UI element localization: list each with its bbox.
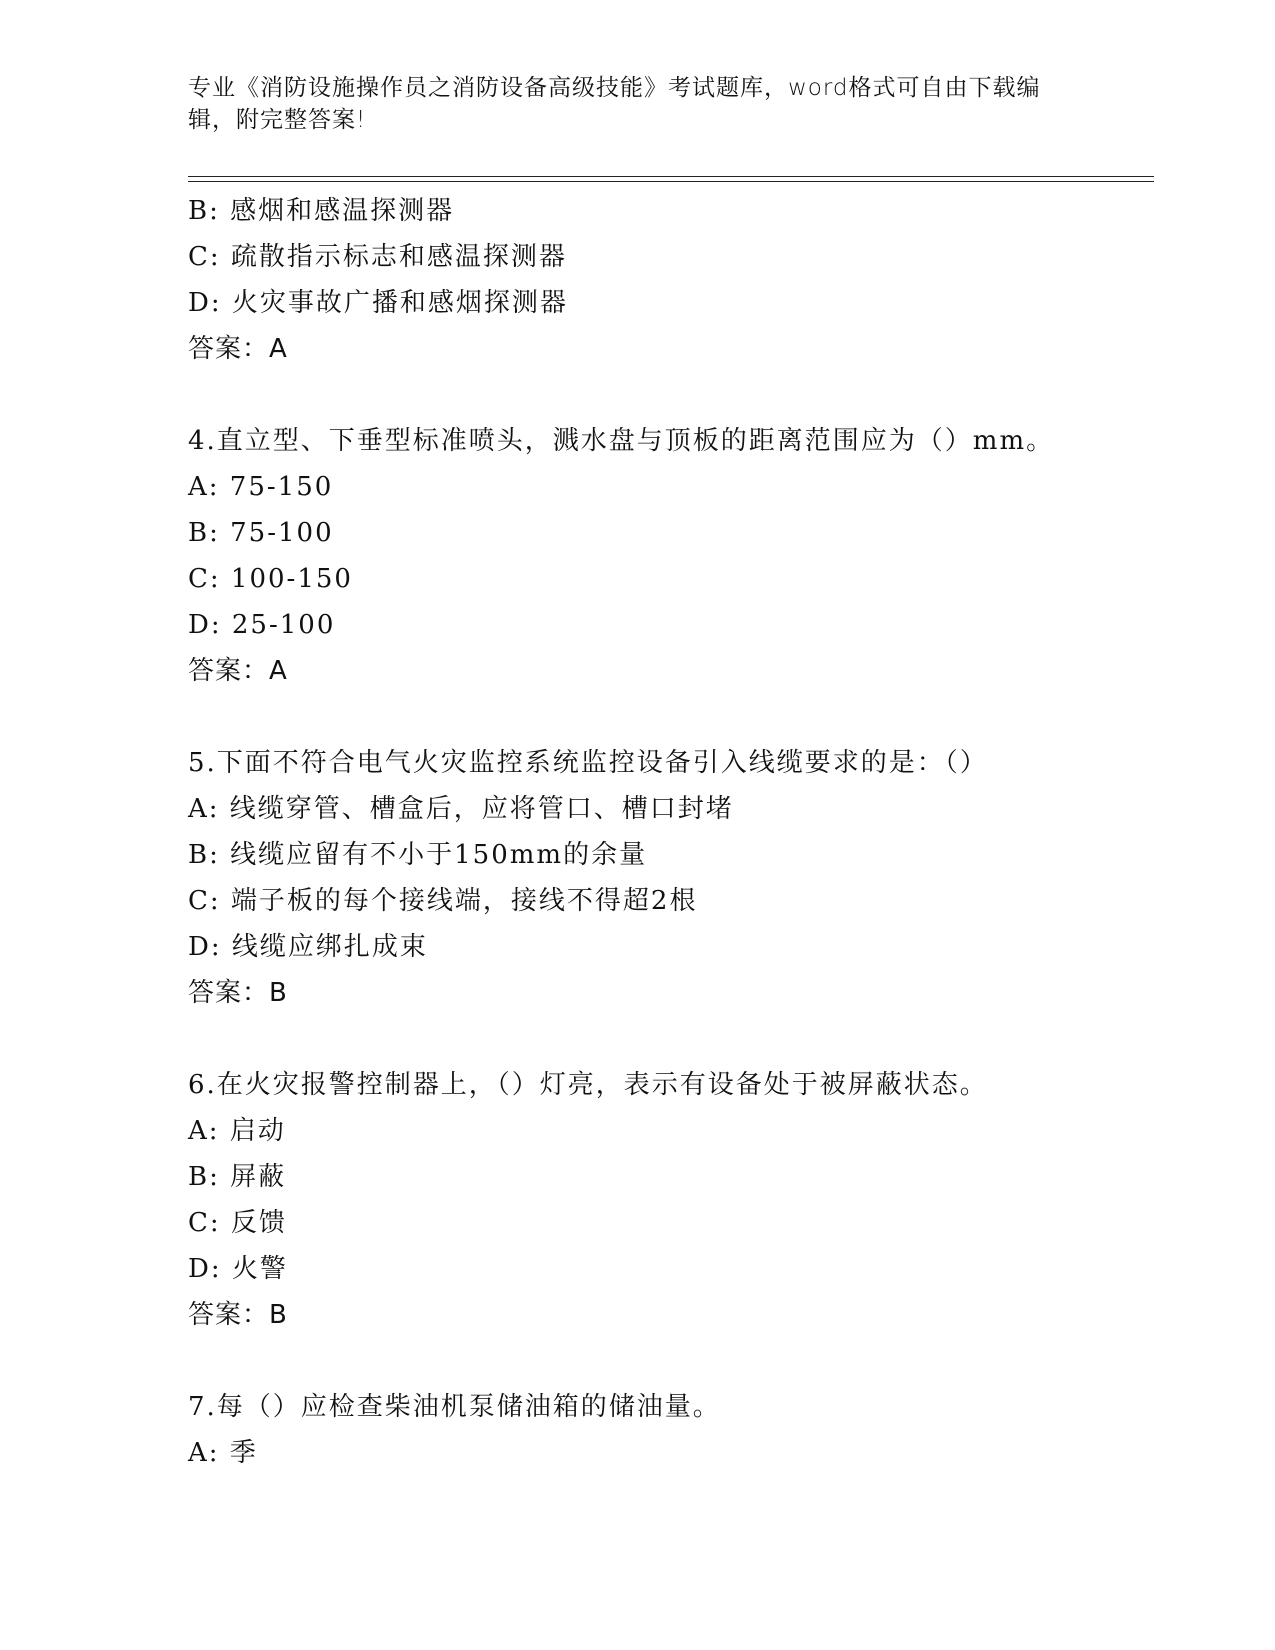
question-block-4 <box>188 418 1154 694</box>
option-a: A: 线缆穿管、槽盒后，应将管口、槽口封堵 <box>188 794 734 824</box>
option-d: D: 火灾事故广播和感烟探测器 <box>188 288 568 318</box>
question-block-7 <box>188 1384 1154 1476</box>
option-a: A: 启动 <box>188 1116 286 1146</box>
question-text: 4.直立型、下垂型标准喷头，溅水盘与顶板的距离范围应为（）mm。 <box>188 426 1055 456</box>
answer-label: 答案：A <box>188 656 288 686</box>
spacer <box>188 1338 1154 1384</box>
answer-label: 答案：B <box>188 978 288 1008</box>
option-c: C: 反馈 <box>188 1208 287 1238</box>
header-line-1: 专业《消防设施操作员之消防设备高级技能》考试题库，word格式可自由下载编 <box>188 75 1041 101</box>
spacer <box>188 694 1154 740</box>
option-a: A: 季 <box>188 1438 258 1468</box>
question-text: 6.在火灾报警控制器上，（）灯亮，表示有设备处于被屏蔽状态。 <box>188 1070 988 1100</box>
option-a: A: 75-150 <box>188 472 334 502</box>
option-b: B: 75-100 <box>188 518 334 548</box>
answer-label: 答案：B <box>188 1300 288 1330</box>
option-c: C: 端子板的每个接线端，接线不得超2根 <box>188 886 698 916</box>
option-d: D: 线缆应绑扎成束 <box>188 932 428 962</box>
header-rule-bottom <box>188 181 1154 182</box>
header-line-2: 辑，附完整答案! <box>188 107 367 133</box>
option-c: C: 疏散指示标志和感温探测器 <box>188 242 567 272</box>
option-b: B: 线缆应留有不小于150mm的余量 <box>188 840 648 870</box>
question-block-6 <box>188 1062 1154 1338</box>
page-header <box>188 72 1068 136</box>
option-c: C: 100-150 <box>188 564 353 594</box>
option-b: B: 感烟和感温探测器 <box>188 196 455 226</box>
spacer <box>188 1016 1154 1062</box>
answer-label: 答案：A <box>188 334 288 364</box>
option-d: D: 火警 <box>188 1254 288 1284</box>
option-b: B: 屏蔽 <box>188 1162 287 1192</box>
question-block-3 <box>188 188 1154 372</box>
header-rule-top <box>188 176 1154 177</box>
question-text: 7.每（）应检查柴油机泵储油箱的储油量。 <box>188 1392 721 1422</box>
question-text: 5.下面不符合电气火灾监控系统监控设备引入线缆要求的是：（） <box>188 748 988 778</box>
option-d: D: 25-100 <box>188 610 336 640</box>
question-block-5 <box>188 740 1154 1016</box>
question-list <box>188 188 1154 1476</box>
spacer <box>188 372 1154 418</box>
